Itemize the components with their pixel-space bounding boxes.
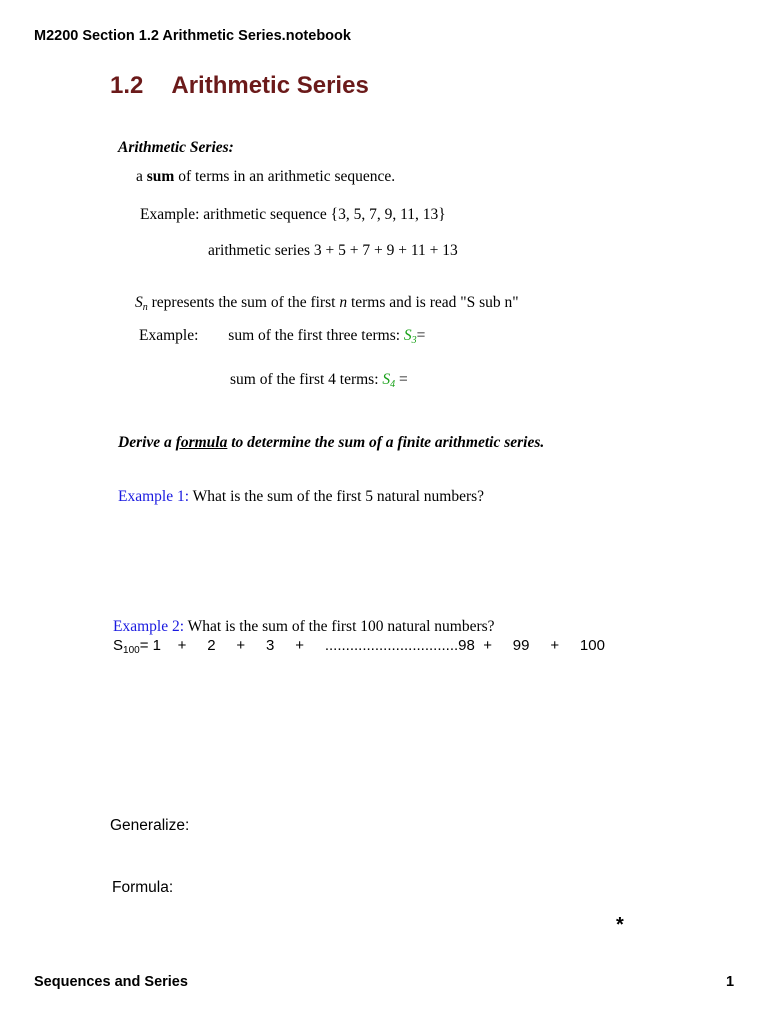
example-sequence: Example: arithmetic sequence {3, 5, 7, 9, 11, 13} — [140, 206, 446, 223]
derive-formula-word: formula — [175, 434, 228, 451]
section-number: 1.2 — [110, 72, 144, 99]
page-title — [110, 72, 369, 100]
s3-symbol: $S_3$ — [403, 327, 417, 346]
example-2-label: Example 2: — [113, 618, 185, 635]
sn-subscript: n — [142, 302, 148, 313]
sn-definition — [135, 294, 519, 313]
page-number: 1 — [726, 974, 735, 990]
sn-example-three — [139, 327, 425, 346]
sn-example-three-text: sum of the first three terms: — [228, 327, 401, 344]
example-1-question: What is the sum of the first 5 natural numbers? — [192, 488, 485, 505]
example-1-label: Example 1: — [118, 488, 190, 505]
definition-word-a: a — [136, 168, 143, 185]
s100-dots: ................................98 — [324, 637, 475, 654]
formula-label: Formula: — [112, 879, 174, 896]
s100-symbol: S — [113, 637, 124, 654]
example-2-question: What is the sum of the first 100 natural numbers? — [187, 618, 495, 635]
derive-instruction — [118, 434, 544, 452]
definition-term: Arithmetic Series: — [118, 139, 234, 156]
s4-symbol: $S_4$ — [382, 371, 396, 390]
s100-expression-start: = 1 + 2 + 3 + — [139, 637, 304, 654]
footer-section: Sequences and Series — [34, 974, 188, 990]
sn-example-four-text: sum of the first 4 terms: — [230, 371, 379, 388]
s100-expression-end: + 99 + 100 — [483, 637, 605, 654]
s100-expression — [113, 637, 605, 656]
example-2 — [113, 618, 495, 636]
sn-n-italic: n — [339, 294, 348, 311]
derive-post: to determine the sum of a finite arithmetic series. — [231, 434, 545, 451]
example-series: arithmetic series 3 + 5 + 7 + 9 + 11 + 13 — [208, 242, 458, 259]
example-1 — [118, 488, 484, 506]
s4-equals: = — [399, 371, 408, 388]
section-title: Arithmetic Series — [171, 72, 369, 99]
s100-subscript: 100 — [123, 645, 140, 656]
derive-pre: Derive a — [118, 434, 172, 451]
sn-example-four — [230, 371, 408, 390]
star-mark: * — [616, 914, 624, 936]
sn-text-a: represents the sum of the first — [151, 294, 336, 311]
definition-text — [136, 168, 395, 186]
generalize-label: Generalize: — [110, 817, 190, 834]
definition-word-sum: sum — [146, 168, 175, 185]
sn-text-b: terms and is read "S sub n" — [350, 294, 519, 311]
definition-rest: of terms in an arithmetic sequence. — [178, 168, 396, 185]
sn-symbol: S — [135, 294, 143, 311]
sn-example-label: Example: — [139, 327, 199, 344]
notebook-title: M2200 Section 1.2 Arithmetic Series.notebook — [34, 28, 351, 44]
s3-equals: = — [416, 327, 426, 344]
